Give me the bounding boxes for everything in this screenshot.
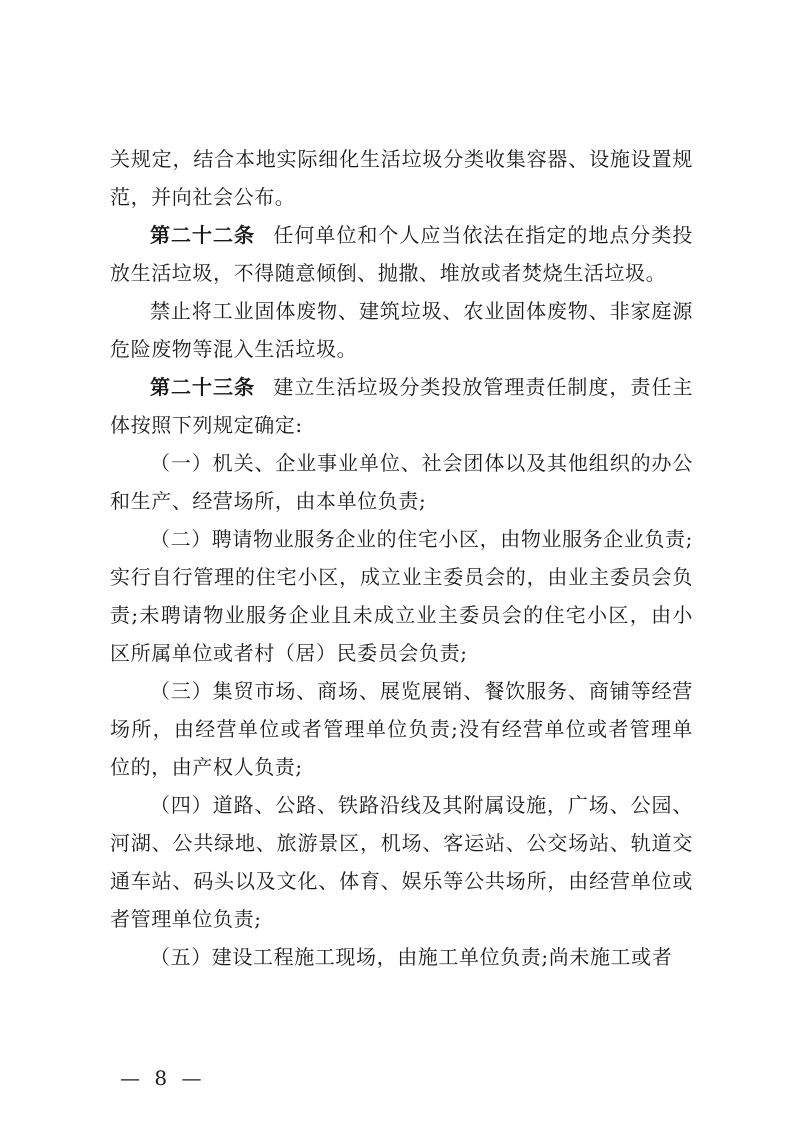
paragraph-0: [110, 140, 693, 216]
article-22: [110, 216, 693, 292]
paragraph-text: 建立生活垃圾分类投放管理责任制度，责任主体按照下列规定确定:: [110, 375, 693, 437]
list-item-1: [110, 444, 693, 520]
paragraph-text: （二）聘请物业服务企业的住宅小区，由物业服务企业负责;实行自行管理的住宅小区，成立业主委员会的，由业主委员会负责;未聘请物业服务企业且未成立业主委员会的住宅小区，由小区所属单位或者村（居）民委员会负责;: [110, 527, 693, 665]
list-item-3: [110, 672, 693, 786]
list-item-2: [110, 520, 693, 672]
article-heading: 第二十三条: [150, 375, 255, 399]
paragraph-text: （三）集贸市场、商场、展览展销、餐饮服务、商铺等经营场所，由经营单位或者管理单位负责;没有经营单位或者管理单位的，由产权人负责;: [110, 679, 693, 779]
list-item-4: [110, 786, 693, 938]
paragraph-text: 任何单位和个人应当依法在指定的地点分类投放生活垃圾，不得随意倾倒、抛撒、堆放或者焚烧生活垃圾。: [110, 223, 693, 285]
page-number: — 8 —: [120, 1066, 206, 1090]
paragraph-text: 禁止将工业固体废物、建筑垃圾、农业固体废物、非家庭源危险废物等混入生活垃圾。: [110, 299, 693, 361]
document-body: [110, 140, 693, 976]
paragraph-text: （一）机关、企业事业单位、社会团体以及其他组织的办公和生产、经营场所，由本单位负责;: [110, 451, 693, 513]
paragraph-text: 关规定，结合本地实际细化生活垃圾分类收集容器、设施设置规范，并向社会公布。: [110, 147, 693, 209]
article-23: [110, 368, 693, 444]
paragraph-text: （五）建设工程施工现场，由施工单位负责;尚未施工或者: [150, 945, 673, 969]
article-heading: 第二十二条: [150, 223, 255, 247]
paragraph-text: （四）道路、公路、铁路沿线及其附属设施，广场、公园、河湖、公共绿地、旅游景区，机场、客运站、公交场站、轨道交通车站、码头以及文化、体育、娱乐等公共场所，由经营单位或者管理单位负责;: [110, 793, 693, 931]
list-item-5: [110, 938, 693, 976]
paragraph-2: [110, 292, 693, 368]
